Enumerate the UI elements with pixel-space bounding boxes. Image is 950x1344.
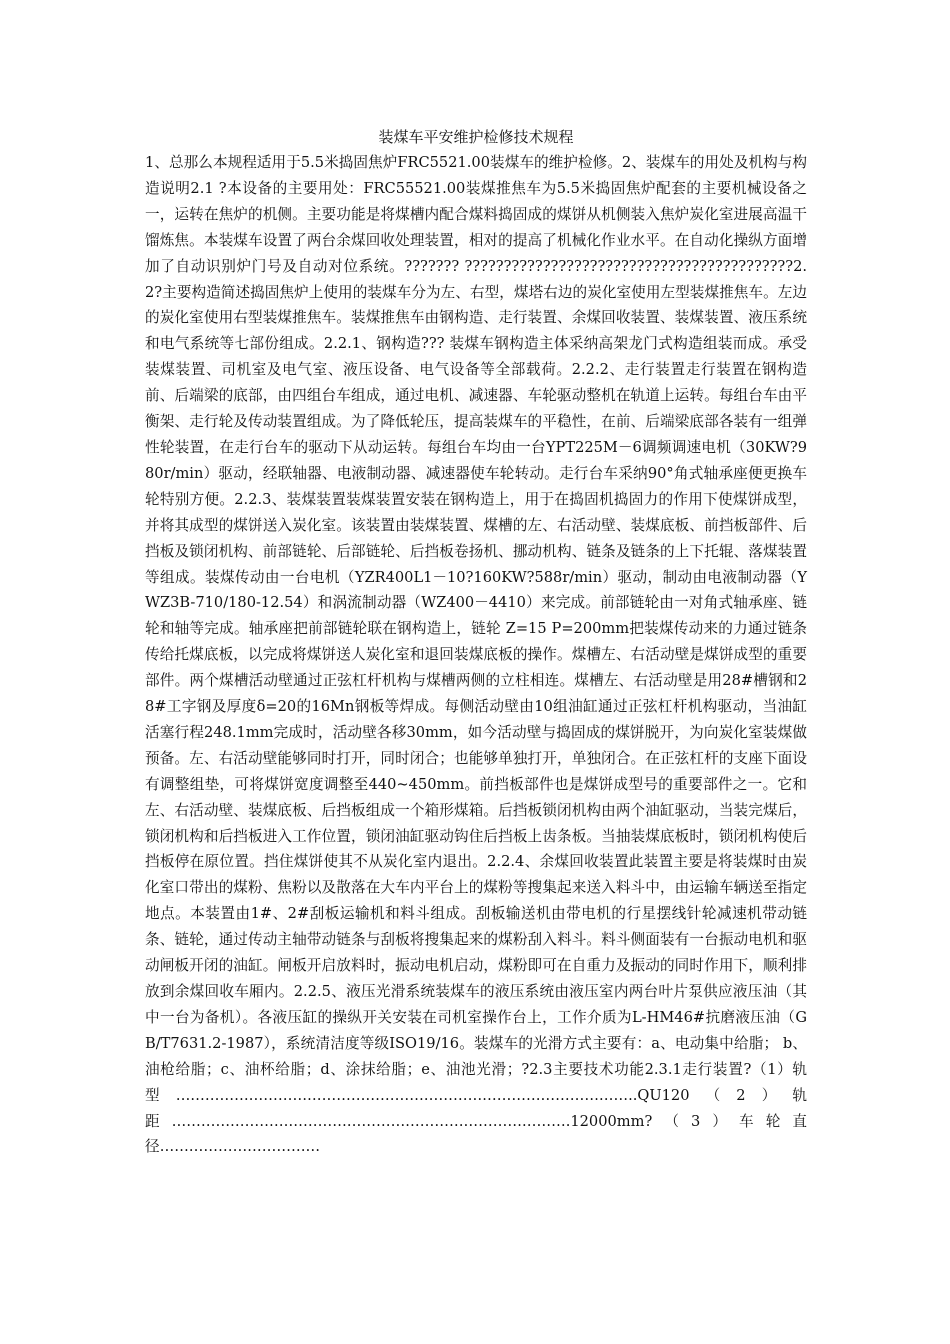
document-content <box>145 124 807 1160</box>
document-body: 1、总那么本规程适用于5.5米捣固焦炉FRC5521.00装煤车的维护检修。2、装煤车的用处及机构与构造说明2.1 ?本设备的主要用处：FRC55521.00装煤推焦车为5.5米捣固焦炉配套的主要机械设备之一，运转在焦炉的机侧。主要功能是将煤槽内配合煤料捣固成的煤饼从机侧装入焦炉炭化室进展高温干馏炼焦。本装煤车设置了两台余煤回收处理装置，相对的提高了机械化作业水平。在自动化操纵方面增加了自动识别炉门号及自动对位系统。??????? ??????????????????????????????????????????2.2?主要构造简述捣固焦炉上使用的装煤车分为左、右型，煤塔右边的炭化室使用左型装煤推焦车。左边的炭化室使用右型装煤推焦车。装煤推焦车由钢构造、走行装置、余煤回收装置、装煤装置、液压系统和电气系统等七部份组成。2.2.1、钢构造??? 装煤车钢构造主体采纳高架龙门式构造组装而成。承受装煤装置、司机室及电气室、液压设备、电气设备等全部载荷。2.2.2、走行装置走行装置在钢构造前、后端梁的底部，由四组台车组成，通过电机、减速器、车轮驱动整机在轨道上运转。每组台车由平衡架、走行轮及传动装置组成。为了降低轮压，提高装煤车的平稳性，在前、后端梁底部各装有一组弹性轮装置，在走行台车的驱动下从动运转。每组台车均由一台YPT225M－6调频调速电机（30KW?980r/min）驱动，经联轴器、电液制动器、减速器使车轮转动。走行台车采纳90°角式轴承座便更换车轮特别方便。2.2.3、装煤装置装煤装置安装在钢构造上，用于在捣固机捣固力的作用下使煤饼成型，并将其成型的煤饼送入炭化室。该装置由装煤装置、煤槽的左、右活动壁、装煤底板、前挡板部件、后挡板及锁闭机构、前部链轮、后部链轮、后挡板卷扬机、挪动机构、链条及链条的上下托辊、落煤装置等组成。装煤传动由一台电机（YZR400L1－10?160KW?588r/min）驱动，制动由电液制动器（YWZ3B-710/180-12.54）和涡流制动器（WZ400－4410）来完成。前部链轮由一对角式轴承座、链轮和轴等完成。轴承座把前部链轮联在钢构造上，链轮 Z=15 P=200mm把装煤传动来的力通过链条传给托煤底板，以完成将煤饼送人炭化室和退回装煤底板的操作。煤槽左、右活动壁是煤饼成型的重要部件。两个煤槽活动壁通过正弦杠杆机构与煤槽两侧的立柱相连。煤槽左、右活动壁是用28#槽钢和28#工字钢及厚度δ=20的16Mn钢板等焊成。每侧活动壁由10组油缸通过正弦杠杆机构驱动，当油缸活塞行程248.1mm完成时，活动壁各移30mm，如今活动壁与捣固成的煤饼脱开，为向炭化室装煤做预备。左、右活动壁能够同时打开，同时闭合；也能够单独打开，单独闭合。在正弦杠杆的支座下面设有调整组垫，可将煤饼宽度调整至440~450mm。前挡板部件也是煤饼成型号的重要部件之一。它和左、右活动壁、装煤底板、后挡板组成一个箱形煤箱。后挡板锁闭机构由两个油缸驱动，当装完煤后，锁闭机构和后挡板进入工作位置，锁闭油缸驱动钩住后挡板上齿条板。当抽装煤底板时，锁闭机构使后挡板停在原位置。挡住煤饼使其不从炭化室内退出。2.2.4、余煤回收装置此装置主要是将装煤时由炭化室口带出的煤粉、焦粉以及散落在大车内平台上的煤粉等搜集起来送入料斗中，由运输车辆送至指定地点。本装置由1#、2#刮板运输机和料斗组成。刮板输送机由带电机的行星摆线针轮减速机带动链条、链轮，通过传动主轴带动链条与刮板将搜集起来的煤粉刮入料斗。料斗侧面装有一台振动电机和驱动闸板开闭的油缸。闸板开启放料时，振动电机启动，煤粉即可在自重力及振动的同时作用下，顺利排放到余煤回收车厢内。2.2.5、液压光滑系统装煤车的液压系统由液压室内两台叶片泵供应液压油（其中一台为备机）。各液压缸的操纵开关安装在司机室操作台上，工作介质为L-HM46#抗磨液压油（GB/T7631.2-1987），系统清洁度等级ISO19/16。装煤车的光滑方式主要有：a、电动集中给脂； b、油枪给脂；c、油杯给脂；d、涂抹给脂；e、油池光滑；?2.3主要技术功能2.3.1走行装置?（1）轨型…………………………………………………………………………………..QU120（2）轨距……………………………………………………………………….12000mm?（3）车轮直径…………………………… <box>145 154 807 1156</box>
document-title: 装煤车平安维护检修技术规程 <box>378 128 574 146</box>
